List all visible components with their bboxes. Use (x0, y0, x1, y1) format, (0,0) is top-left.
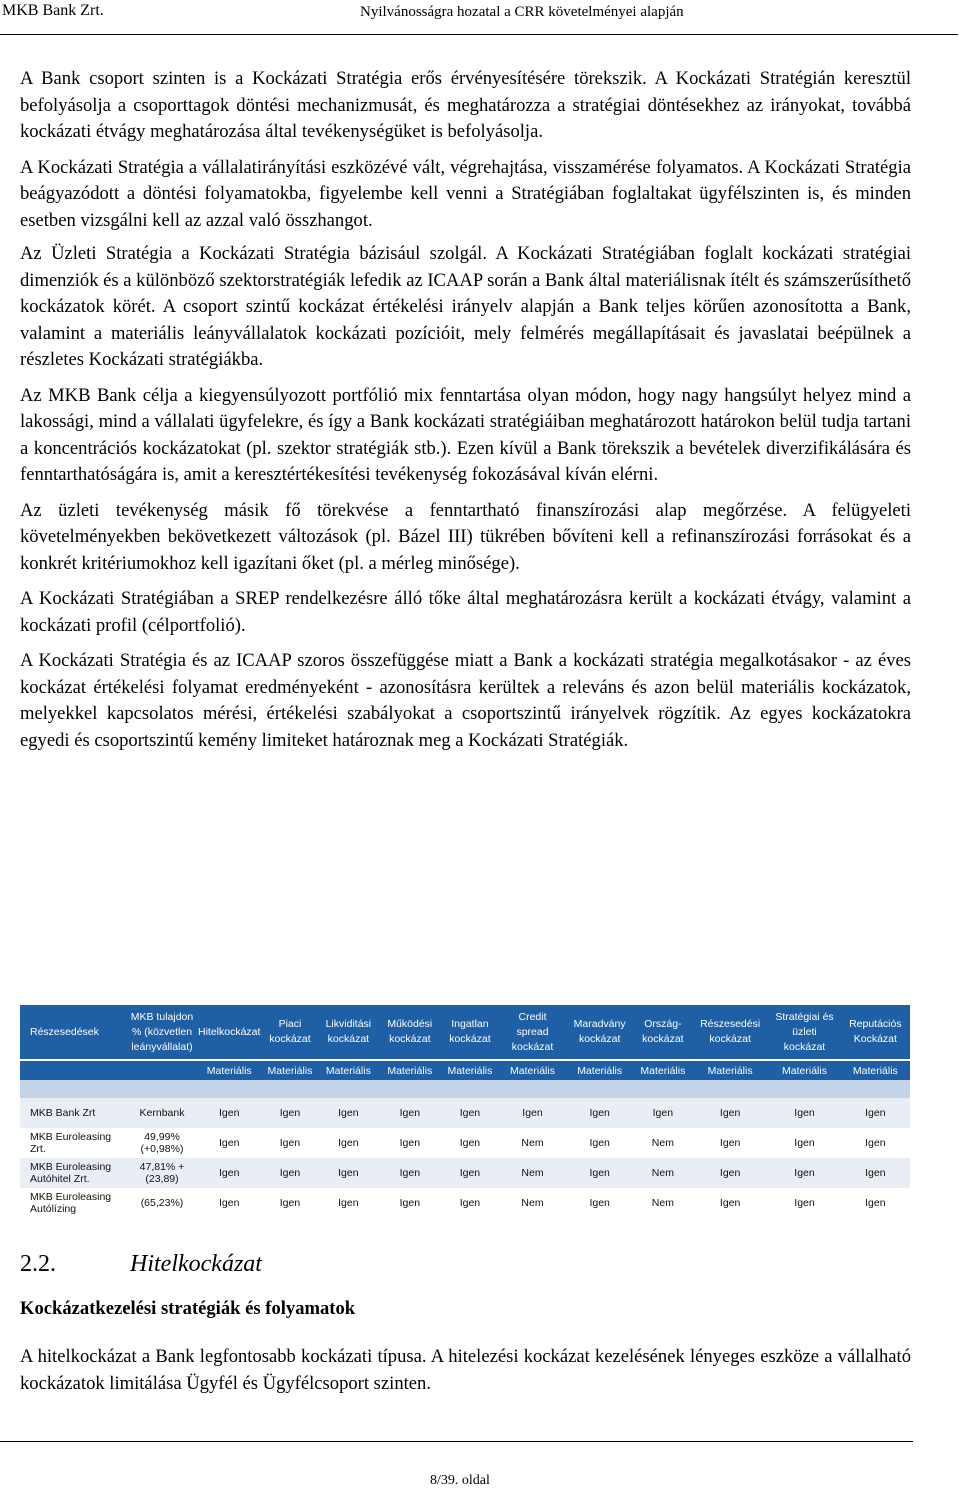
table-row (20, 1098, 910, 1128)
table-cell: MKB Euroleasing Autóhitel Zrt. (20, 1158, 128, 1188)
table-header-cell: Ország-kockázat (634, 1005, 692, 1060)
table-cell: 47,81% + (23,89) (128, 1158, 196, 1188)
table-cell: Materiális (196, 1060, 262, 1080)
table-header-cell: Ingatlan kockázat (440, 1005, 499, 1060)
section-title: Hitelkockázat (130, 1251, 262, 1277)
table-cell: Nem (634, 1128, 692, 1158)
risk-table (20, 1005, 910, 1218)
table-header-cell: Részesedési kockázat (692, 1005, 768, 1060)
table-cell: Igen (566, 1128, 634, 1158)
table-cell: Igen (196, 1188, 262, 1218)
table-row (20, 1158, 910, 1188)
table-header-cell: Működési kockázat (379, 1005, 440, 1060)
subheading: Kockázatkezelési stratégiák és folyamatok (20, 1298, 356, 1319)
header-rule (0, 34, 958, 35)
table-cell: Igen (634, 1098, 692, 1128)
table-header-cell: Hitelkockázat (196, 1005, 262, 1060)
paragraph: A Bank csoport szinten is a Kockázati Stratégia erős érvényesítésére törekszik. A Kockázati Stratégián keresztül befolyásolja a csoporttagok döntési mechanizmusát, és meghatározza a stratégiai döntésekhez az irányokat, továbbá kockázati étvágy meghatározása által tevékenységüket is befolyásolja. (20, 68, 911, 142)
table-header-cell: Reputációs Kockázat (841, 1005, 910, 1060)
table-cell: Materiális (692, 1060, 768, 1080)
table-cell: Materiális (318, 1060, 380, 1080)
table-header-cell: Stratégiai és üzleti kockázat (768, 1005, 840, 1060)
table-cell: Igen (841, 1188, 910, 1218)
table-cell: Igen (768, 1158, 840, 1188)
page-number: 8/39. oldal (430, 1473, 490, 1488)
table-cell: 49,99% (+0,98%) (128, 1128, 196, 1158)
table-cell: MKB Euroleasing Autólízing (20, 1188, 128, 1218)
table-cell: Materiális (841, 1060, 910, 1080)
table-cell: Igen (262, 1128, 317, 1158)
table-header-cell: Maradvány kockázat (566, 1005, 634, 1060)
table-cell: Igen (768, 1188, 840, 1218)
table-cell: Igen (841, 1128, 910, 1158)
page-header (0, 0, 960, 40)
table-cell: Igen (318, 1188, 380, 1218)
table-cell: Nem (634, 1188, 692, 1218)
table-cell: Igen (440, 1098, 499, 1128)
table-cell: MKB Bank Zrt (20, 1098, 128, 1128)
table-cell: Igen (692, 1098, 768, 1128)
table-cell: Igen (440, 1188, 499, 1218)
table-cell: Igen (196, 1098, 262, 1128)
header-title: Nyilvánosságra hozatal a CRR követelményei alapján (360, 4, 684, 20)
paragraph: A Kockázati Stratégia a vállalatirányítási eszközévé vált, végrehajtása, visszamérése folyamatos. A Kockázati Stratégia beágyazódott a döntési folyamatokba, figyelembe kell venni a Stratégiában foglaltakat ügyfélszinten is, és minden esetben vizsgálni kell az azzal való összhangot. (20, 156, 911, 231)
table-cell: Igen (262, 1188, 317, 1218)
paragraph: A Kockázati Stratégiában a SREP rendelkezésre álló tőke által meghatározásra került a kockázati étvágy, valamint a kockázati profil (célportfolió). (20, 588, 911, 636)
table-row (20, 1128, 910, 1158)
section-heading (20, 1251, 262, 1278)
table-cell: Materiális (379, 1060, 440, 1080)
table-row (20, 1188, 910, 1218)
table-cell: Igen (566, 1188, 634, 1218)
table-cell: Nem (499, 1128, 565, 1158)
table-header-cell: Credit spread kockázat (499, 1005, 565, 1060)
paragraph: Az MKB Bank célja a kiegyensúlyozott portfólió mix fenntartása olyan módon, hogy nagy hangsúlyt helyez mind a lakossági, mind a vállalati ügyfelekre, és így a Bank kockázati stratégiáiban meghatározott határokon belül tudja tartani a koncentrációs kockázatokat (pl. szektor stratégiák stb.). Ezen kívül a Bank törekszik a bevételek diverzifikálására és fenntarthatóságára is, amit a keresztértékesítési tevékenység fokozásával kíván elérni. (20, 384, 911, 485)
table-cell: Igen (379, 1128, 440, 1158)
table-cell: Igen (499, 1098, 565, 1128)
table-cell: Materiális (768, 1060, 840, 1080)
paragraph: Az Üzleti Stratégia a Kockázati Stratégia bázisául szolgál. A Kockázati Stratégiában foglalt kockázati stratégiai dimenziók és a különböző szektorstratégiák lefedik az ICAAP során a Bank által materiálisnak ítélt és számszerűsíthető kockázatok körét. A csoport szintű kockázat értékelési irányelv alapján a Bank teljes körűen azonosította a Bank, valamint a materiális leányvállalatok kockázati pozícióit, mely felmérés megállapításait és javaslatai beépülnek a részletes Kockázati stratégiákba. (20, 243, 912, 370)
table-cell: Igen (692, 1128, 768, 1158)
table-cell: Igen (379, 1098, 440, 1128)
table-cell: Materiális (262, 1060, 317, 1080)
table-header-row (20, 1005, 910, 1060)
table-header-cell: MKB tulajdon % (közvetlen leányvállalat) (128, 1005, 196, 1060)
paragraph: A hitelkockázat a Bank legfontosabb kockázati típusa. A hitelezési kockázat kezelésének lényeges eszköze a vállalható kockázatok limitálása Ügyfél és Ügyfélcsoport szinten. (20, 1346, 911, 1394)
table-cell: Materiális (634, 1060, 692, 1080)
table-cell: Igen (262, 1158, 317, 1188)
header-company: MKB Bank Zrt. (2, 2, 104, 19)
table-cell: Igen (692, 1188, 768, 1218)
table-spacer-row (20, 1080, 910, 1098)
paragraph: Az üzleti tevékenység másik fő törekvése a fenntartható finanszírozási alap megőrzése. A felügyeleti követelményekben bekövetkezett változások (pl. Bázel III) tükrében bővíteni kell a refinanszírozási forrásokat és a konkrét kritériumokhoz kell igazítani őket (pl. a mérleg minősége). (20, 499, 911, 574)
table-cell: Igen (768, 1128, 840, 1158)
footer-rule (0, 1441, 913, 1442)
table-cell: Igen (566, 1158, 634, 1188)
table-cell: Nem (499, 1188, 565, 1218)
table-cell: Igen (841, 1098, 910, 1128)
table-cell: Igen (692, 1158, 768, 1188)
table-cell: Igen (841, 1158, 910, 1188)
table-cell: Igen (196, 1128, 262, 1158)
table-cell: Igen (440, 1128, 499, 1158)
table-cell: Igen (262, 1098, 317, 1128)
table-cell: Igen (566, 1098, 634, 1128)
table-cell: Nem (634, 1158, 692, 1188)
table-cell: Kernbank (128, 1098, 196, 1128)
table-cell: Igen (379, 1158, 440, 1188)
paragraph: A Kockázati Stratégia és az ICAAP szoros összefüggése miatt a Bank a kockázati stratégia megalkotásakor - az éves kockázat értékelési folyamat eredményeként - azonosításra kerültek a releváns és azon belül materiális kockázatok, melyekkel kapcsolatos mérési, értékelési szabályokat a csoportszintű irányelvek rögzítik. Az egyes kockázatokra egyedi és csoportszintű kemény limiteket határoznak meg a Kockázati Stratégiák. (20, 650, 911, 751)
table-cell: Nem (499, 1158, 565, 1188)
table-cell: Igen (379, 1188, 440, 1218)
body-text-2 (20, 1344, 911, 1406)
table-cell: Igen (318, 1098, 380, 1128)
table-cell: (65,23%) (128, 1188, 196, 1218)
table-cell: Materiális (440, 1060, 499, 1080)
table-header-cell: Piaci kockázat (262, 1005, 317, 1060)
table-cell: Igen (318, 1158, 380, 1188)
table-cell: Materiális (499, 1060, 565, 1080)
table-materiality-row (20, 1060, 910, 1080)
section-number: 2.2. (20, 1251, 56, 1277)
table-cell: Igen (440, 1158, 499, 1188)
risk-table-image (20, 1005, 910, 1215)
table-cell: Igen (768, 1098, 840, 1128)
table-header-cell: Likviditási kockázat (318, 1005, 380, 1060)
body-text (20, 66, 911, 763)
table-cell: Igen (318, 1128, 380, 1158)
table-header-cell: Részesedések (20, 1005, 128, 1060)
table-cell: MKB Euroleasing Zrt. (20, 1128, 128, 1158)
table-cell: Igen (196, 1158, 262, 1188)
table-cell: Materiális (566, 1060, 634, 1080)
